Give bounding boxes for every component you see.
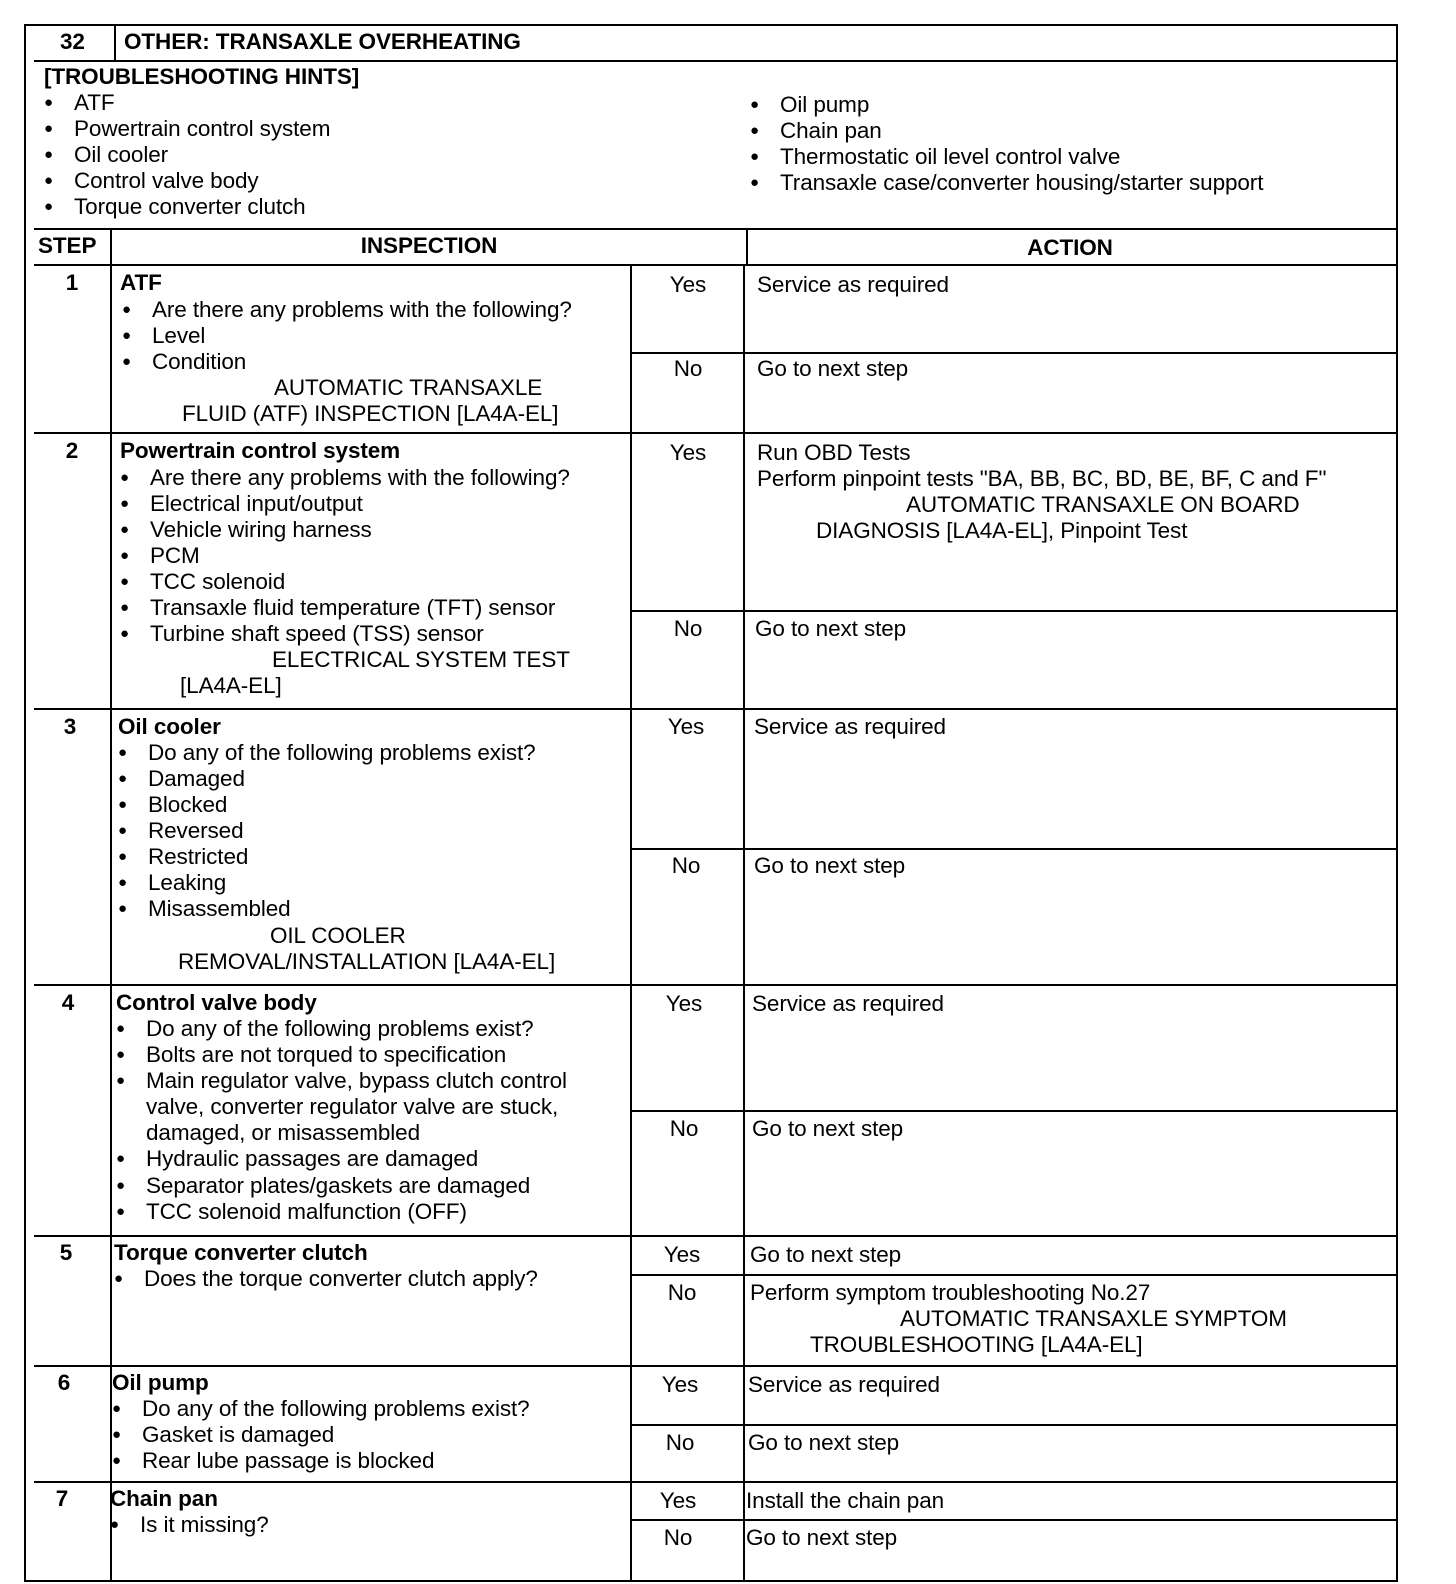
reference-link[interactable]: AUTOMATIC TRANSAXLE bbox=[274, 375, 543, 400]
action-text: Go to next step bbox=[746, 1525, 898, 1550]
hint-item: ● Thermostatic oil level control valve bbox=[780, 144, 1120, 170]
action-text: Go to next step bbox=[750, 1242, 902, 1267]
answer-yes: Yes bbox=[669, 440, 707, 465]
divider bbox=[34, 432, 1398, 434]
divider bbox=[34, 1481, 1398, 1483]
divider bbox=[630, 848, 1398, 850]
reference-link[interactable]: FLUID (ATF) INSPECTION [LA4A-EL] bbox=[182, 401, 559, 426]
hint-item: ● Transaxle case/converter housing/starter support bbox=[780, 170, 1263, 196]
action-text: Service as required bbox=[748, 1372, 940, 1397]
inspection-item: ● Does the torque converter clutch apply? bbox=[144, 1266, 538, 1292]
step-number: 2 bbox=[65, 438, 79, 463]
inspection-item-continued: damaged, or misassembled bbox=[146, 1120, 420, 1145]
inspection-item: ● Turbine shaft speed (TSS) sensor bbox=[150, 621, 484, 647]
step-number: 1 bbox=[65, 270, 79, 295]
divider bbox=[114, 24, 116, 60]
step-number: 4 bbox=[61, 990, 75, 1015]
inspection-item: ● Do any of the following problems exist? bbox=[142, 1396, 530, 1422]
reference-link[interactable]: TROUBLESHOOTING [LA4A-EL] bbox=[810, 1332, 1143, 1357]
action-text: Perform symptom troubleshooting No.27 bbox=[750, 1280, 1151, 1305]
divider bbox=[630, 1274, 1398, 1276]
hint-item: ● Torque converter clutch bbox=[74, 194, 306, 220]
inspection-item: ● Restricted bbox=[148, 844, 248, 870]
inspection-item-continued: valve, converter regulator valve are stuck, bbox=[146, 1094, 559, 1119]
action-text: Go to next step bbox=[757, 356, 909, 381]
column-header-step: STEP bbox=[38, 233, 97, 258]
inspection-item: ● Condition bbox=[152, 349, 246, 375]
hint-item: ● Chain pan bbox=[780, 118, 882, 144]
inspection-item: ● Do any of the following problems exist? bbox=[148, 740, 536, 766]
answer-yes: Yes bbox=[663, 1242, 701, 1267]
answer-no: No bbox=[673, 356, 703, 381]
inspection-item: ● PCM bbox=[150, 543, 200, 569]
inspection-item: ● Misassembled bbox=[148, 896, 291, 922]
step-title: Powertrain control system bbox=[120, 438, 401, 463]
step-title: Control valve body bbox=[116, 990, 317, 1015]
step-number: 7 bbox=[55, 1486, 69, 1511]
step-number: 6 bbox=[57, 1370, 71, 1395]
inspection-item: ● Vehicle wiring harness bbox=[150, 517, 372, 543]
step-title: ATF bbox=[120, 270, 162, 295]
divider bbox=[34, 708, 1398, 710]
answer-yes: Yes bbox=[665, 991, 703, 1016]
inspection-item: ● Are there any problems with the following? bbox=[150, 465, 570, 491]
reference-link[interactable]: DIAGNOSIS [LA4A-EL], Pinpoint Test bbox=[816, 518, 1188, 543]
action-text: Go to next step bbox=[752, 1116, 904, 1141]
inspection-item: ● Damaged bbox=[148, 766, 245, 792]
action-text: Service as required bbox=[752, 991, 944, 1016]
divider bbox=[746, 228, 748, 264]
answer-no: No bbox=[663, 1525, 693, 1550]
section-title: OTHER: TRANSAXLE OVERHEATING bbox=[124, 29, 521, 54]
divider bbox=[34, 984, 1398, 986]
answer-no: No bbox=[671, 853, 701, 878]
inspection-item: ● Level bbox=[152, 323, 205, 349]
inspection-item: ● Is it missing? bbox=[140, 1512, 269, 1538]
inspection-item: ● Blocked bbox=[148, 792, 227, 818]
inspection-item: ● Gasket is damaged bbox=[142, 1422, 334, 1448]
action-text: Go to next step bbox=[755, 616, 907, 641]
hint-item: ● ATF bbox=[74, 90, 115, 116]
hint-item: ● Oil cooler bbox=[74, 142, 168, 168]
inspection-item: ● Main regulator valve, bypass clutch control bbox=[146, 1068, 567, 1094]
step-number: 5 bbox=[59, 1240, 73, 1265]
action-text: Run OBD Tests bbox=[757, 440, 911, 465]
answer-no: No bbox=[665, 1430, 695, 1455]
hint-item: ● Powertrain control system bbox=[74, 116, 330, 142]
divider bbox=[630, 1519, 1398, 1521]
answer-no: No bbox=[669, 1116, 699, 1141]
inspection-item: ● Hydraulic passages are damaged bbox=[146, 1146, 478, 1172]
answer-no: No bbox=[673, 616, 703, 641]
column-header-inspection: INSPECTION bbox=[360, 233, 498, 258]
hint-item: ● Oil pump bbox=[780, 92, 869, 118]
action-text: Perform pinpoint tests "BA, BB, BC, BD, BE, BF, C and F" bbox=[757, 466, 1327, 491]
step-title: Oil cooler bbox=[118, 714, 221, 739]
column-header-action: ACTION bbox=[1027, 235, 1113, 260]
inspection-item: ● Bolts are not torqued to specification bbox=[146, 1042, 506, 1068]
section-number: 32 bbox=[60, 29, 85, 54]
reference-link[interactable]: [LA4A-EL] bbox=[180, 673, 282, 698]
step-title: Oil pump bbox=[112, 1370, 209, 1395]
reference-link[interactable]: AUTOMATIC TRANSAXLE ON BOARD bbox=[906, 492, 1300, 517]
answer-yes: Yes bbox=[667, 714, 705, 739]
inspection-item: ● Are there any problems with the following? bbox=[152, 297, 572, 323]
action-text: Service as required bbox=[757, 272, 949, 297]
inspection-item: ● TCC solenoid bbox=[150, 569, 285, 595]
divider bbox=[34, 60, 1398, 62]
divider bbox=[34, 264, 1398, 266]
inspection-item: ● Rear lube passage is blocked bbox=[142, 1448, 434, 1474]
reference-link[interactable]: AUTOMATIC TRANSAXLE SYMPTOM bbox=[900, 1306, 1287, 1331]
step-number: 3 bbox=[63, 714, 77, 739]
answer-yes: Yes bbox=[659, 1488, 697, 1513]
divider bbox=[34, 228, 1398, 230]
action-text: Install the chain pan bbox=[746, 1488, 945, 1513]
answer-yes: Yes bbox=[669, 272, 707, 297]
step-title: Chain pan bbox=[110, 1486, 218, 1511]
answer-yes: Yes bbox=[661, 1372, 699, 1397]
divider bbox=[630, 1424, 1398, 1426]
reference-link[interactable]: ELECTRICAL SYSTEM TEST bbox=[272, 647, 570, 672]
hints-heading: [TROUBLESHOOTING HINTS] bbox=[44, 64, 360, 89]
inspection-item: ● Electrical input/output bbox=[150, 491, 363, 517]
hint-item: ● Control valve body bbox=[74, 168, 259, 194]
reference-link[interactable]: OIL COOLER bbox=[270, 923, 406, 948]
divider bbox=[630, 1110, 1398, 1112]
divider bbox=[34, 1235, 1398, 1237]
action-text: Go to next step bbox=[754, 853, 906, 878]
inspection-item: ● Separator plates/gaskets are damaged bbox=[146, 1173, 530, 1199]
troubleshooting-sheet bbox=[24, 24, 1398, 1582]
action-text: Service as required bbox=[754, 714, 946, 739]
inspection-item: ● Transaxle fluid temperature (TFT) sensor bbox=[150, 595, 555, 621]
inspection-item: ● Do any of the following problems exist? bbox=[146, 1016, 534, 1042]
reference-link[interactable]: REMOVAL/INSTALLATION [LA4A-EL] bbox=[178, 949, 556, 974]
divider bbox=[34, 1365, 1398, 1367]
answer-no: No bbox=[667, 1280, 697, 1305]
inspection-item: ● TCC solenoid malfunction (OFF) bbox=[146, 1199, 467, 1225]
step-title: Torque converter clutch bbox=[114, 1240, 368, 1265]
action-text: Go to next step bbox=[748, 1430, 900, 1455]
inspection-item: ● Reversed bbox=[148, 818, 244, 844]
divider bbox=[630, 610, 1398, 612]
divider bbox=[630, 352, 1398, 354]
inspection-item: ● Leaking bbox=[148, 870, 226, 896]
